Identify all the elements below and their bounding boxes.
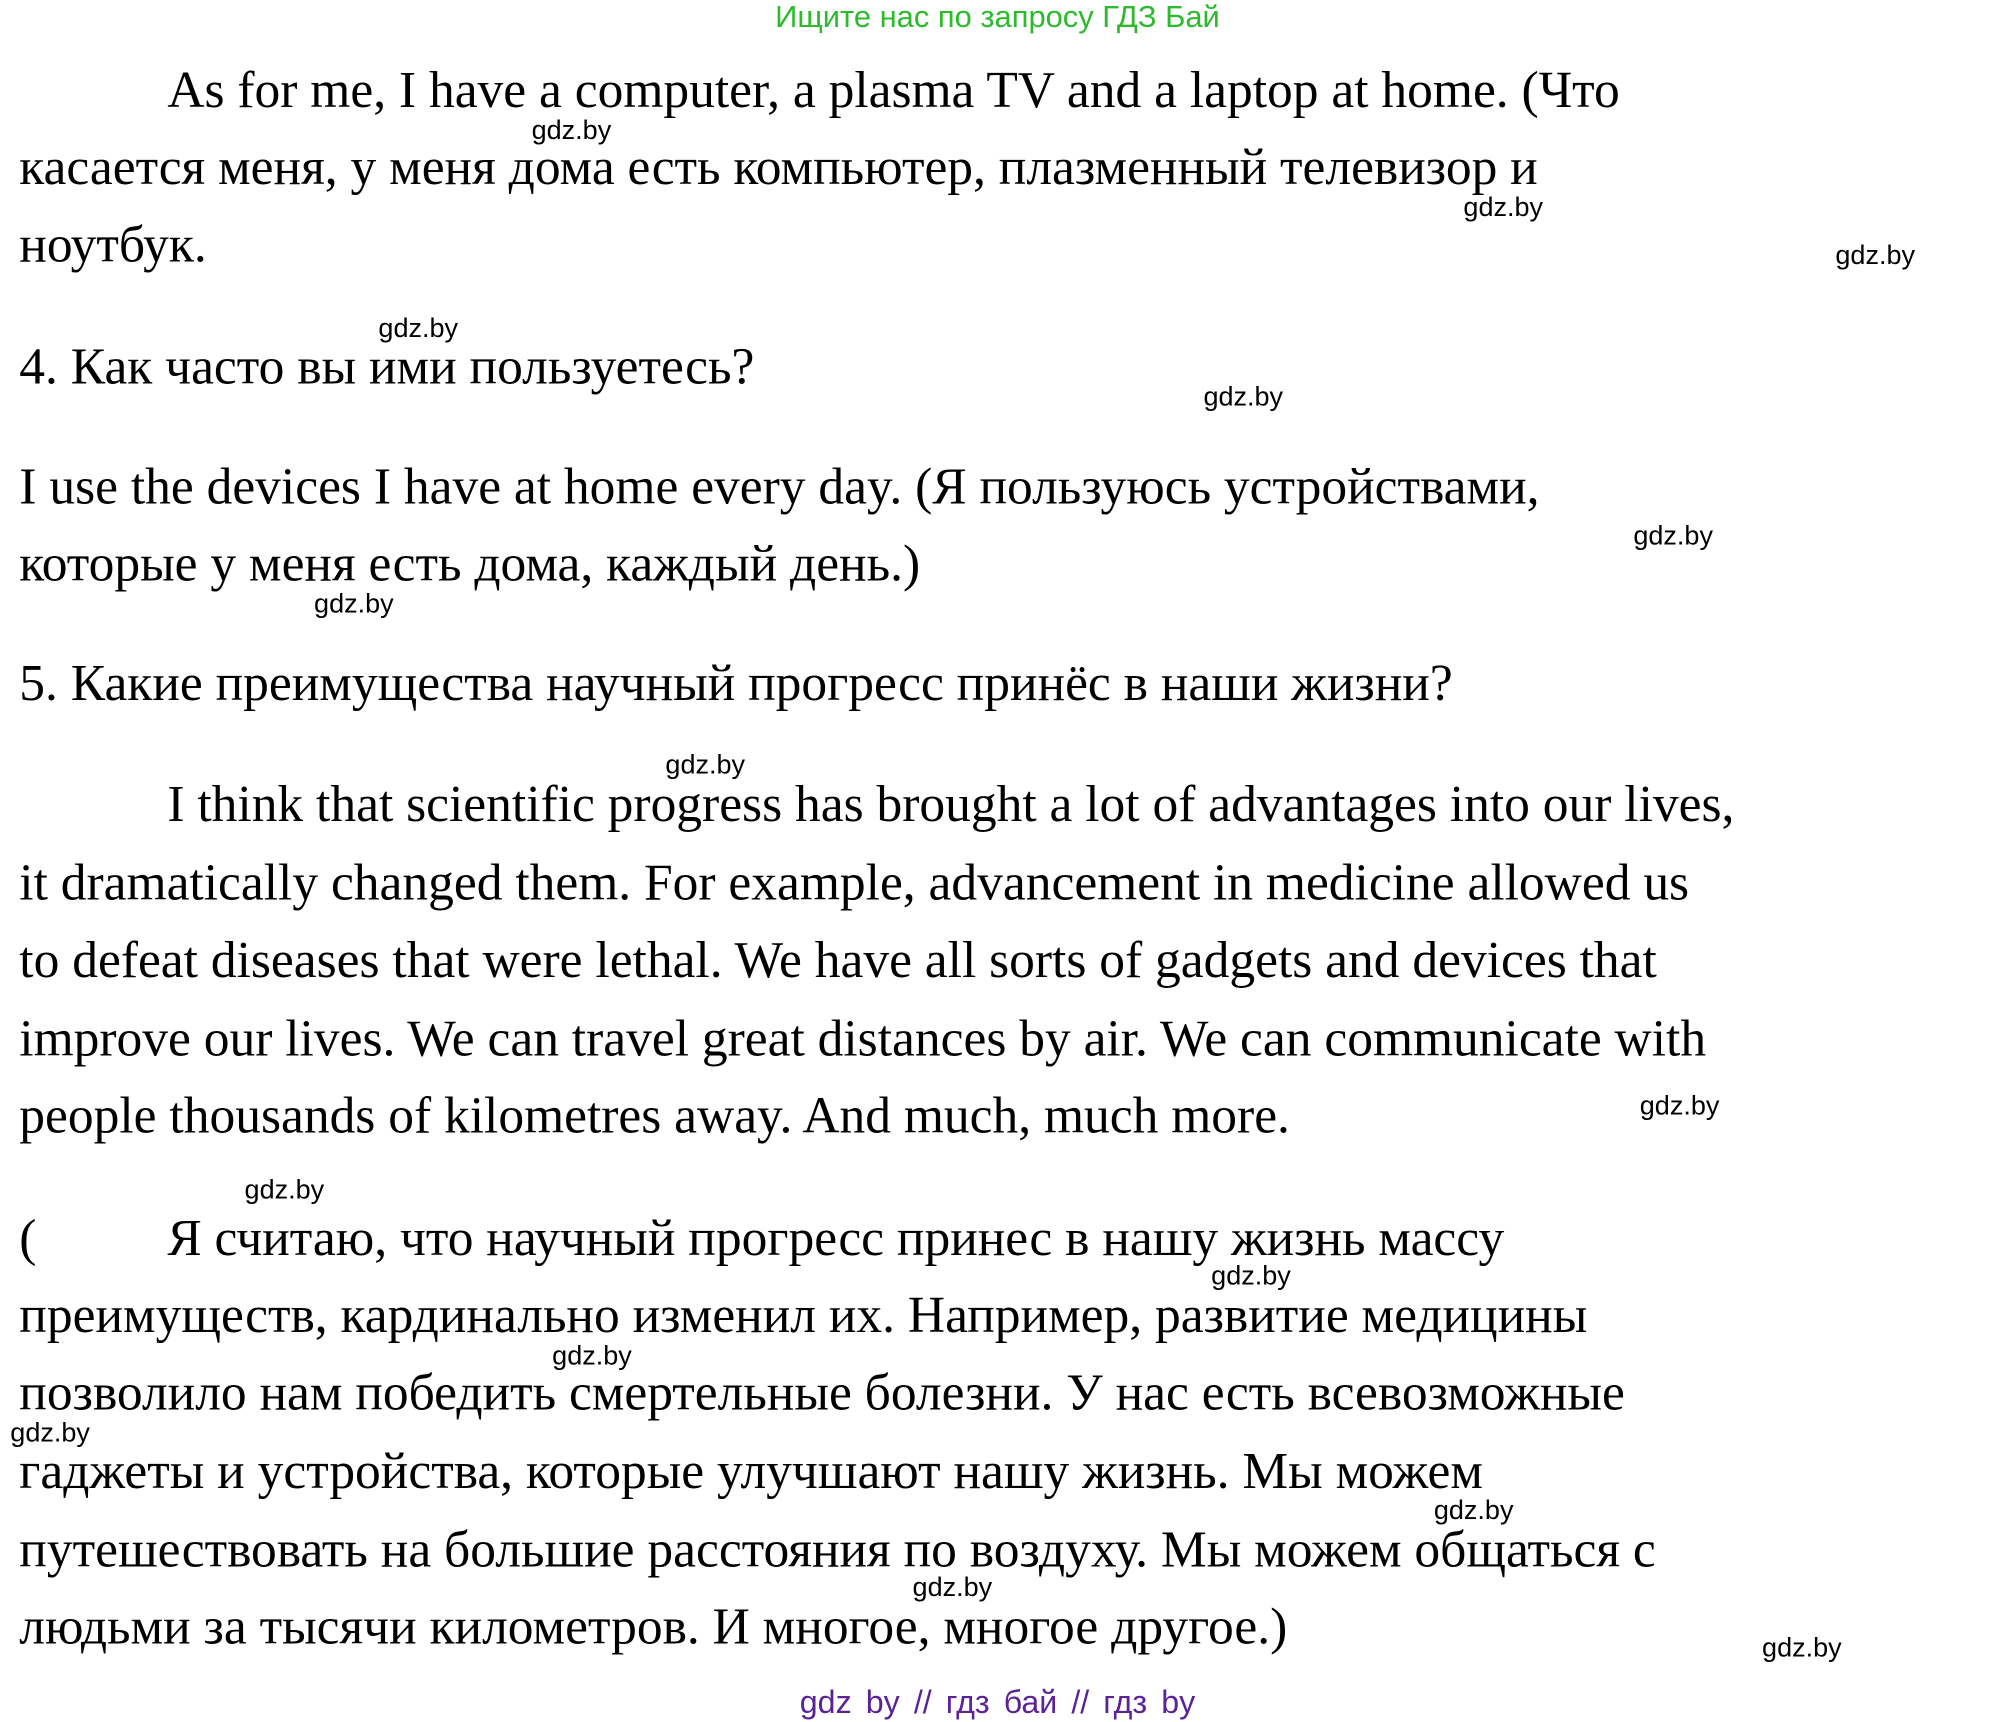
watermark: gdz.by [665,750,746,780]
answer-line: it dramatically changed them. For example, advancement in medicine allowed us [19,853,1690,912]
watermark: gdz.by [10,1418,90,1448]
translation-line: преимуществ, кардинально изменил их. Например, развитие медицины [19,1285,1588,1344]
watermark: gdz.by [1203,382,1284,412]
question-4: 4. Как часто вы ими пользуетесь? [19,337,755,396]
answer-line: I use the devices I have at home every day. (Я пользуюсь устройствами, [19,456,1540,515]
question-5: 5. Какие преимущества научный прогресс принёс в наши жизни? [19,653,1453,712]
search-hint-header: Ищите нас по запросу ГДЗ Бай [775,0,1220,35]
answer-line: As for me, I have a computer, a plasma TV and a laptop at home. (Что [167,60,1620,119]
watermark: gdz.by [314,589,394,620]
answer-line: improve our lives. We can travel great distances by air. We can communicate with [19,1009,1707,1068]
translation-line: гаджеты и устройства, которые улучшают нашу жизнь. Мы можем [19,1441,1483,1500]
watermark: gdz.by [912,1572,993,1603]
answer-line: I think that scientific progress has brought a lot of advantages into our lives, [167,774,1735,833]
translation-line: людьми за тысячи километров. И многое, многое другое.) [19,1597,1288,1656]
watermark: gdz.by [1463,193,1544,223]
translation-line: Я считаю, что научный прогресс принес в нашу жизнь массу [167,1208,1505,1267]
watermark: gdz.by [1762,1633,1842,1663]
watermark: gdz.by [531,115,612,146]
watermark: gdz.by [1433,1495,1514,1526]
translation-line: путешествовать на большие расстояния по воздуху. Мы можем общаться с [19,1520,1656,1578]
watermark: gdz.by [1835,240,1916,271]
open-paren: ( [19,1208,37,1267]
watermark: gdz.by [1633,521,1713,551]
answer-line: ноутбук. [19,214,207,273]
watermark: gdz.by [1211,1261,1291,1291]
watermark: gdz.by [378,314,459,344]
answer-line: people thousands of kilometres away. And much, much more. [19,1086,1290,1145]
footer-links[interactable]: gdz by // гдз бай // гдз by [799,1684,1196,1721]
watermark: gdz.by [1639,1091,1720,1122]
answer-line: касается меня, у меня дома есть компьютер, плазменный телевизор и [19,137,1538,196]
watermark: gdz.by [552,1341,632,1371]
answer-line: to defeat diseases that were lethal. We have all sorts of gadgets and devices that [19,930,1657,989]
answer-line: которые у меня есть дома, каждый день.) [19,534,921,593]
translation-line: позволило нам победить смертельные болезни. У нас есть всевозможные [19,1363,1625,1421]
watermark: gdz.by [244,1175,325,1205]
